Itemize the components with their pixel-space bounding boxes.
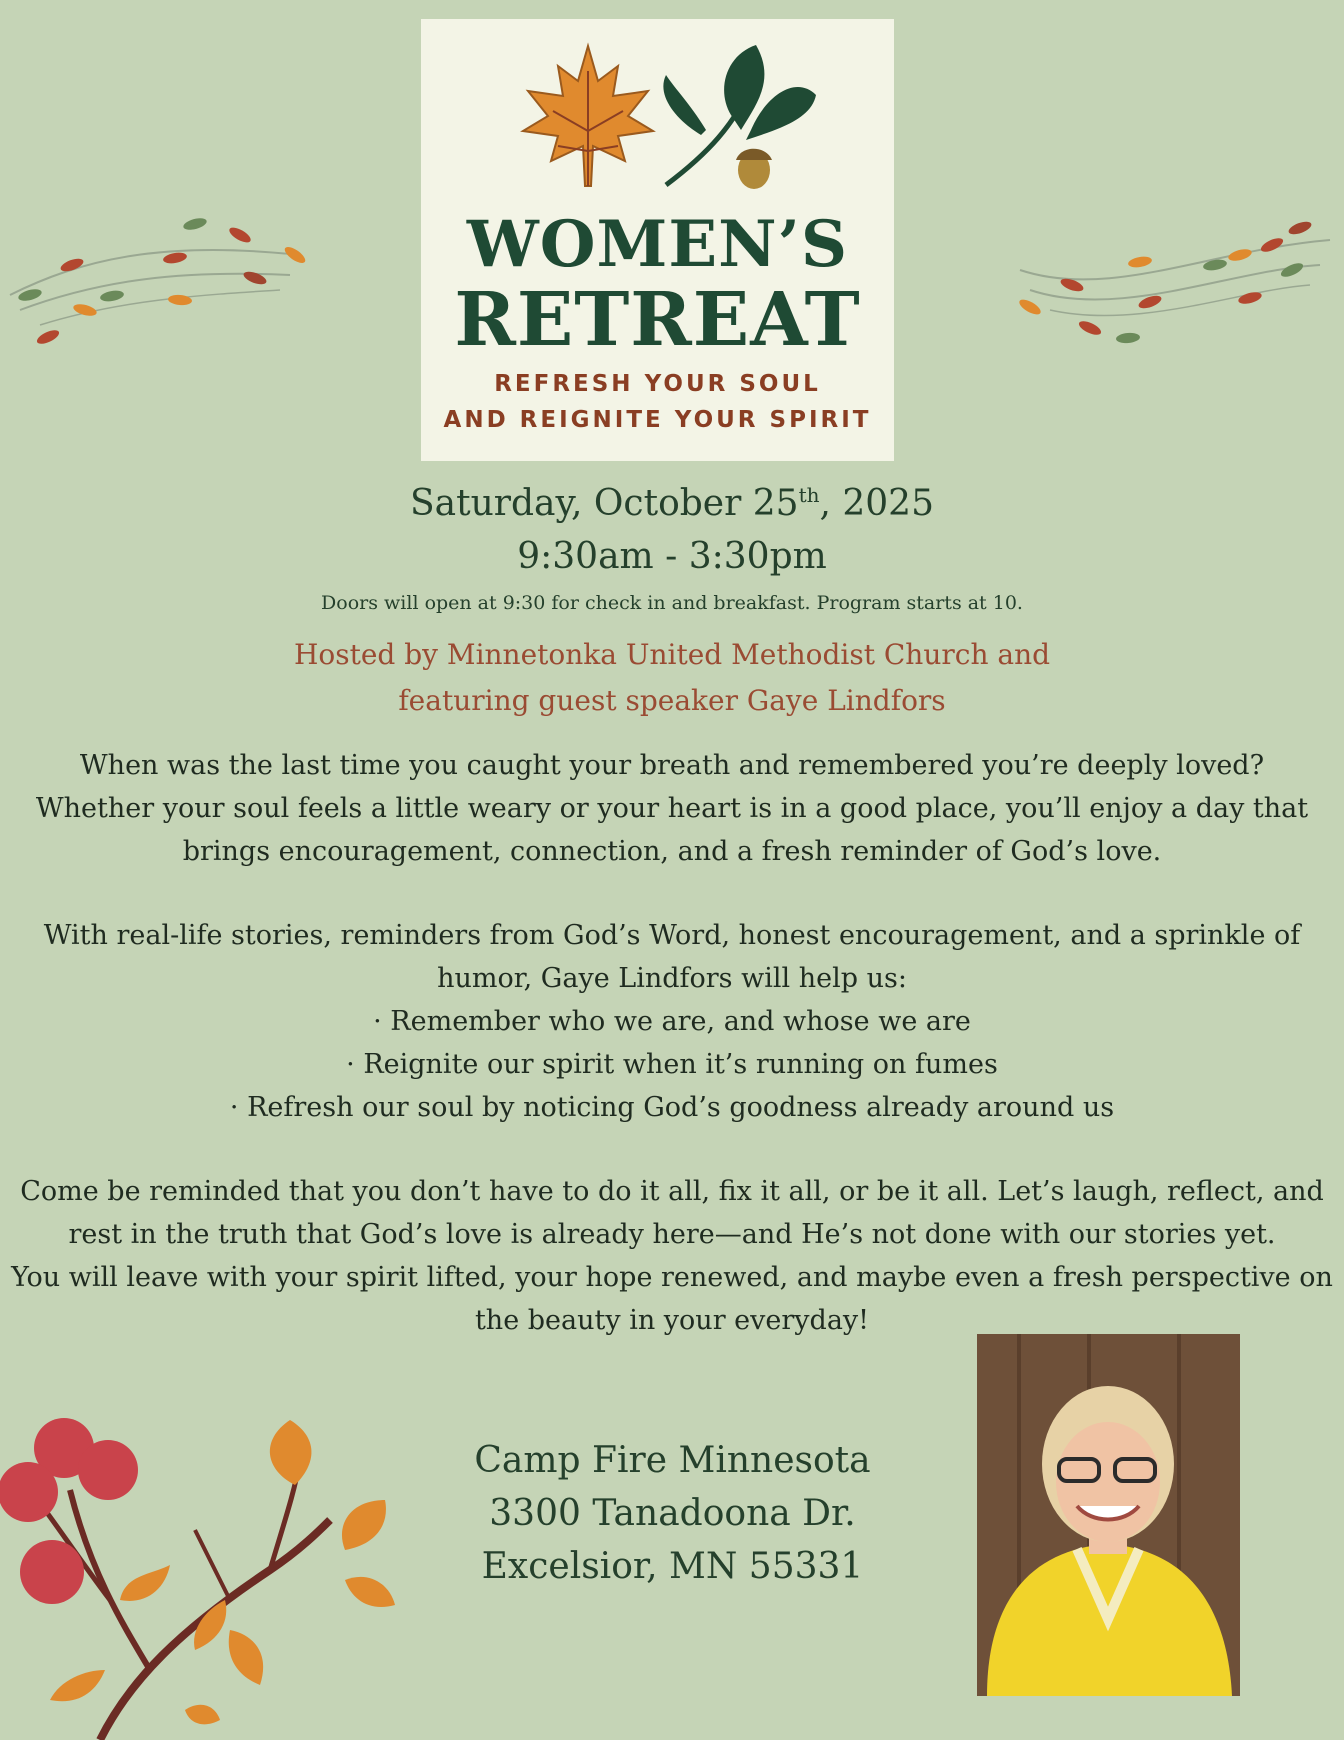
closing-paragraph: Come be reminded that you don’t have to do it all, fix it all, or be it all. Let’s laugh, reflect, and rest in the truth that God’s love is already here—and He’s not done with our stories yet. You will leave with your spirit lifted, your hope renewed, and maybe even a fresh perspective on the beauty in your everyday! [11, 1176, 1333, 1336]
event-date: Saturday, October 25th, 2025 [409, 483, 934, 524]
intro-paragraph: When was the last time you caught your breath and remembered you’re deeply loved? Whether your soul feels a little weary or your heart is in a good place, you’ll enjoy a day that brings encouragement, connection, and a fresh reminder of God’s love. [35, 750, 1309, 867]
host-line1: Hosted by Minnetonka United Methodist Church and [293, 638, 1051, 671]
bullet-item: · Remember who we are, and whose we are [373, 1006, 971, 1037]
berry-branch-decoration [0, 1400, 420, 1740]
location-street: 3300 Tanadoona Dr. [489, 1493, 856, 1534]
bullet-item: · Reignite our spirit when it’s running on fumes [346, 1049, 998, 1080]
speaker-photo [977, 1334, 1240, 1696]
location-name: Camp Fire Minnesota [474, 1440, 871, 1481]
retreat-logo [421, 19, 894, 461]
logo-title-line1: WOMEN’S [466, 207, 849, 282]
doors-note: Doors will open at 9:30 for check in and breakfast. Program starts at 10. [321, 592, 1023, 614]
maple-leaf-icon [513, 41, 663, 201]
leaf-swirl-right-decoration [1010, 210, 1340, 360]
speaker-paragraph: With real-life stories, reminders from God’s Word, honest encouragement, and a sprinkle of humor, Gaye Lindfors will help us: · Remember who we are, and whose we are · Reignite our spirit when it’s running on fumes · Refresh our soul by noticing God’s goodness already around us [0, 914, 1344, 1129]
oak-leaves-acorn-icon [646, 35, 826, 195]
bullet-item: · Refresh our soul by noticing God’s goodness already around us [229, 1092, 1115, 1123]
event-time: 9:30am - 3:30pm [517, 536, 827, 577]
location-city: Excelsior, MN 55331 [481, 1546, 864, 1587]
host-line2: featuring guest speaker Gaye Lindfors [398, 684, 946, 717]
logo-tagline-line2: AND REIGNITE YOUR SPIRIT [443, 407, 872, 433]
logo-title-line2: RETREAT [454, 277, 861, 363]
logo-tagline-line1: REFRESH YOUR SOUL [494, 371, 821, 397]
leaf-swirl-left-decoration [0, 200, 320, 360]
